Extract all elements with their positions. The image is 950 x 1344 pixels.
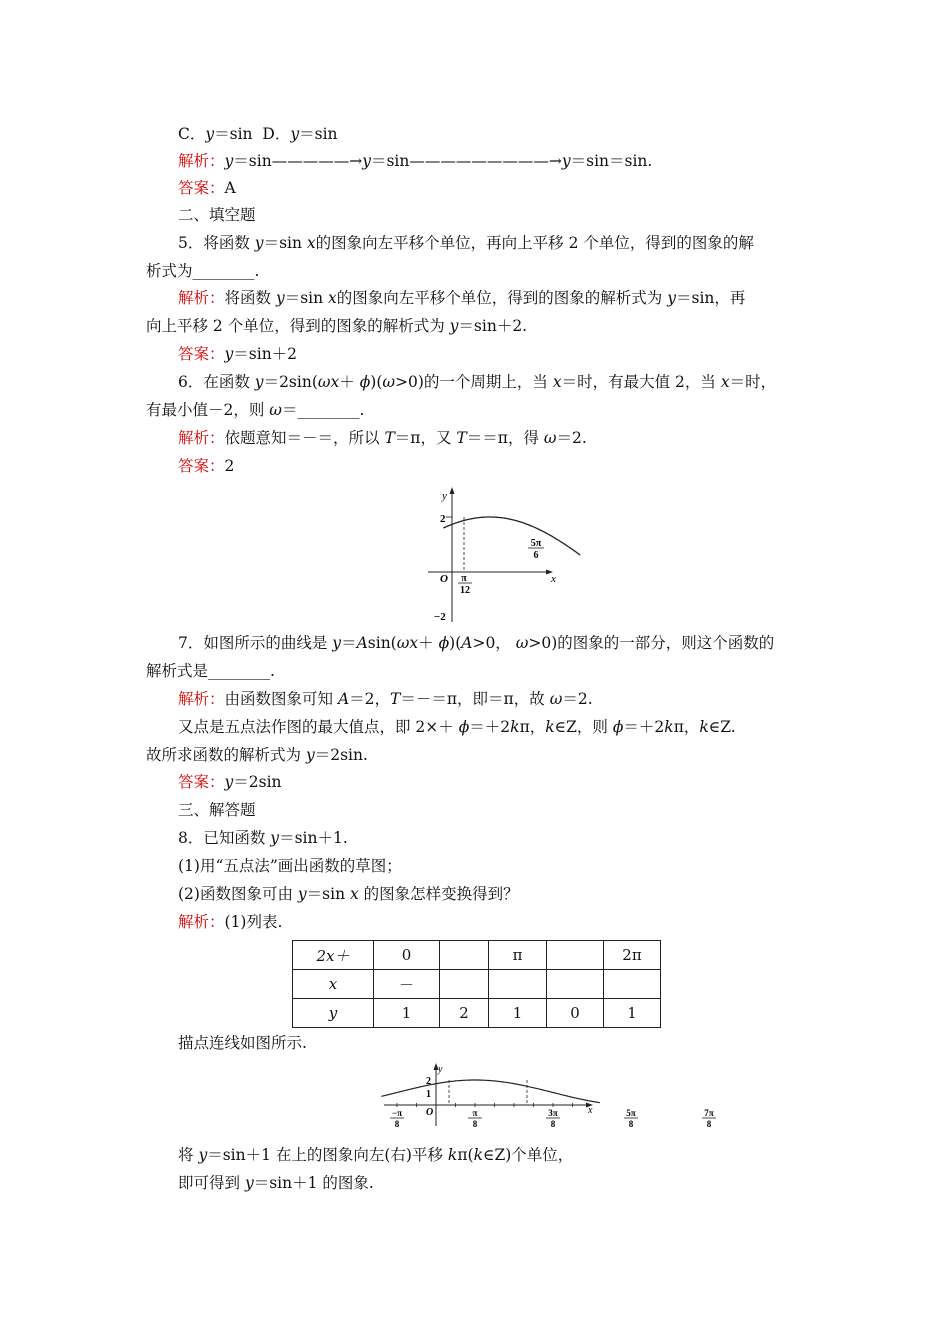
table-cell xyxy=(440,970,489,999)
tick-5pi-6-den: 6 xyxy=(533,550,539,561)
q8-analysis: 解析：(1)列表. xyxy=(178,913,283,931)
sine-curve xyxy=(381,1080,599,1103)
table-cell: － xyxy=(374,970,440,999)
analysis-label: 解析： xyxy=(178,429,225,447)
table-cell: 1 xyxy=(374,999,440,1028)
x-tick-labels xyxy=(390,1108,716,1129)
q5-line2: 析式为________. xyxy=(146,262,260,280)
table-cell: π xyxy=(489,941,547,970)
table-cell: 1 xyxy=(604,999,661,1028)
q4-options-cd: C．y＝sin D．y＝sin xyxy=(178,125,338,143)
q6-line2: 有最小值－2，则 ω＝________. xyxy=(146,401,365,419)
table-cell xyxy=(489,970,547,999)
table-cell: 0 xyxy=(547,999,604,1028)
q6-answer: 答案：2 xyxy=(178,457,235,475)
analysis-label: 解析： xyxy=(178,913,225,931)
table-cell xyxy=(547,941,604,970)
q7-analysis-3: 故所求函数的解析式为 y＝2sin. xyxy=(146,746,368,764)
origin-label: O xyxy=(426,1107,434,1118)
q7-line2: 解析式是________. xyxy=(146,662,275,680)
tick-label-num: −π xyxy=(391,1108,403,1118)
sine-graph-q8 xyxy=(380,1060,714,1130)
table-cell: 2x＋ xyxy=(293,941,374,970)
table-cell: 0 xyxy=(374,941,440,970)
tick-label-den: 8 xyxy=(628,1119,634,1129)
tick-label-den: 8 xyxy=(550,1119,556,1129)
x-axis-label: x xyxy=(551,573,556,585)
q6-line1: 6．在函数 y＝2sin(ωx＋ ϕ)(ω>0)的一个周期上，当 x＝时，有最大值 2，当 x＝时， xyxy=(178,373,777,391)
y-axis-label: y xyxy=(438,1064,443,1075)
tick-pi-12-den: 12 xyxy=(460,585,470,596)
sine-graph-q7 xyxy=(400,484,560,626)
analysis-label: 解析： xyxy=(178,152,225,170)
table-cell: 2 xyxy=(440,999,489,1028)
q6-analysis: 解析：依题意知＝－＝，所以 T＝π，又 T＝＝π，得 ω＝2. xyxy=(178,429,587,447)
q8-final-1: 将 y＝sin＋1 在上的图象向左(右)平移 kπ(k∈Z)个单位， xyxy=(178,1146,574,1164)
tick-label-den: 8 xyxy=(472,1119,478,1129)
table-cell xyxy=(440,941,489,970)
table-row xyxy=(293,941,661,970)
q5-line1: 5．将函数 y＝sin x的图象向左平移个单位，再向上平移 2 个单位，得到的图象的解 xyxy=(178,234,754,252)
label-2: 2 xyxy=(426,1076,431,1087)
tick-5pi-6-num: 5π xyxy=(530,538,542,549)
analysis-label: 解析： xyxy=(178,690,225,708)
q5-answer: 答案：y＝sin＋2 xyxy=(178,345,298,363)
q8-line2: (1)用“五点法”画出函数的草图； xyxy=(178,857,402,875)
q8-final-2: 即可得到 y＝sin＋1 的图象. xyxy=(178,1174,374,1192)
y-axis-label: y xyxy=(442,490,447,502)
q7-answer: 答案：y＝2sin xyxy=(178,773,282,791)
transform-arrow: —————————→ xyxy=(409,152,562,170)
five-point-table xyxy=(292,940,661,1028)
table-cell xyxy=(547,970,604,999)
min-label: −2 xyxy=(434,611,446,623)
q5-analysis-2: 向上平移 2 个单位，得到的图象的解析式为 y＝sin＋2. xyxy=(146,317,528,335)
label-1: 1 xyxy=(426,1089,431,1100)
tick-label-num: 3π xyxy=(548,1108,558,1118)
tick-label-num: 5π xyxy=(626,1108,636,1118)
tick-pi-12-num: π xyxy=(461,573,467,584)
answer-label: 答案： xyxy=(178,773,225,791)
tick-label-num: π xyxy=(472,1108,478,1118)
table-row xyxy=(293,999,661,1028)
q7-line1: 7．如图所示的曲线是 y＝Asin(ωx＋ ϕ)(A>0， ω>0)的图象的一部分，则这个函数的 xyxy=(178,634,775,652)
answer-label: 答案： xyxy=(178,457,225,475)
max-label: 2 xyxy=(440,513,446,525)
table-cell xyxy=(604,970,661,999)
answer-label: 答案： xyxy=(178,179,225,197)
table-row xyxy=(293,970,661,999)
q7-analysis-1: 解析：由函数图象可知 A＝2，T＝－＝π，即＝π，故 ω＝2. xyxy=(178,690,593,708)
section-title-fill-in: 二、填空题 xyxy=(178,206,256,224)
q8-line3: (2)函数图象可由 y＝sin x 的图象怎样变换得到？ xyxy=(178,885,519,903)
origin-label: O xyxy=(440,573,448,585)
q7-analysis-2: 又点是五点法作图的最大值点，即 2×＋ ϕ＝＋2kπ，k∈Z，则 ϕ＝＋2kπ，k∈Z. xyxy=(178,718,736,736)
q8-line1: 8．已知函数 y＝sin＋1. xyxy=(178,829,348,847)
q4-answer: 答案：A xyxy=(178,179,236,197)
section-title-solve: 三、解答题 xyxy=(178,801,256,819)
table-cell: y xyxy=(293,999,374,1028)
analysis-label: 解析： xyxy=(178,289,225,307)
transform-arrow: —————→ xyxy=(271,152,363,170)
tick-label-num: 7π xyxy=(704,1108,714,1118)
x-axis-label: x xyxy=(588,1105,593,1116)
q4-analysis: 解析：y＝sin—————→y＝sin—————————→y＝sin＝sin. xyxy=(178,152,653,170)
answer-label: 答案： xyxy=(178,345,225,363)
table-cell: 2π xyxy=(604,941,661,970)
q8-plot-caption: 描点连线如图所示. xyxy=(178,1034,307,1052)
tick-label-den: 8 xyxy=(394,1119,400,1129)
table-cell: 1 xyxy=(489,999,547,1028)
tick-label-den: 8 xyxy=(706,1119,712,1129)
table-cell: x xyxy=(293,970,374,999)
y-axis-arrow xyxy=(450,487,455,494)
q5-analysis-1: 解析：将函数 y＝sin x的图象向左平移个单位，得到的图象的解析式为 y＝sin，再 xyxy=(178,289,746,307)
